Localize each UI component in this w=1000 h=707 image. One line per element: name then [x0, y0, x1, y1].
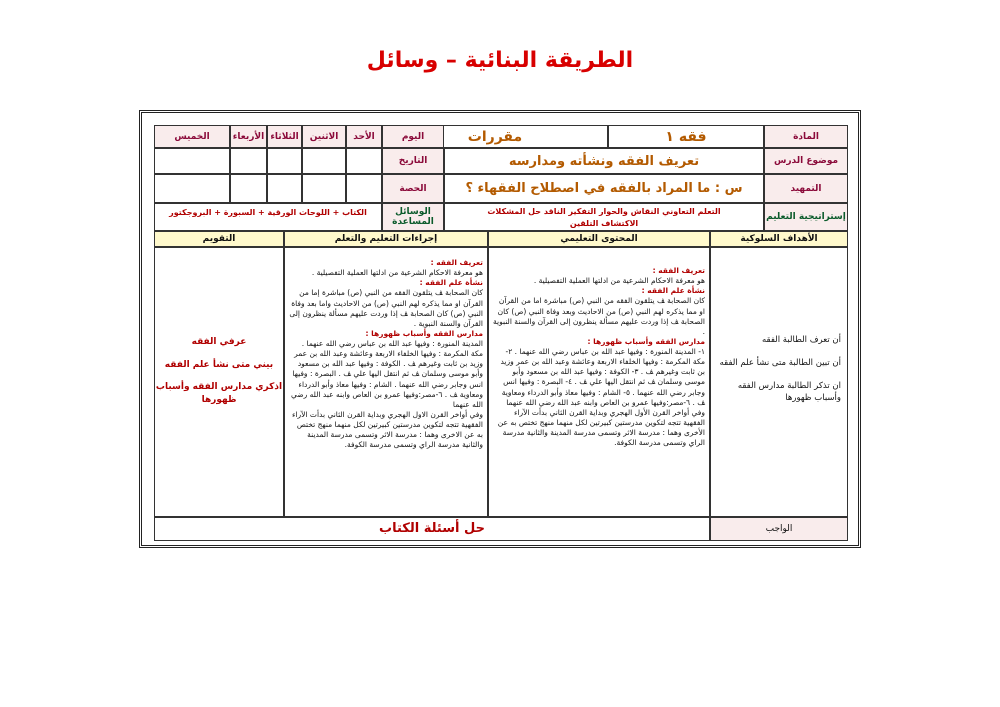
- intro-label: التمهيد: [764, 174, 848, 203]
- subject-value: فقه ١: [608, 125, 764, 148]
- day-cell: [230, 174, 267, 203]
- procedures-heading-2: نشأة علم الفقه :: [419, 278, 483, 288]
- evaluation-header: التقويم: [154, 231, 284, 247]
- subject-label: المادة: [764, 125, 848, 148]
- day-cell: [302, 174, 346, 203]
- courses-label: مقررات: [382, 125, 608, 148]
- content-heading-3: مدارس الفقه وأسباب ظهورها :: [587, 336, 705, 346]
- homework-label: الواجب: [710, 517, 848, 541]
- day-cell: [230, 148, 267, 174]
- day-cell: [302, 148, 346, 174]
- procedures-paragraph-3: المدينة المنورة : وفيها عبد الله بن عباس رضي الله عنهما . مكة المكرمة : وفيها الخلفاء الاربعة وعائشة وعبد الله بن عمر وزيد بن ثابت وغيرهم ﭫ . الكوفة : وفيها عبد الله بن مسعود وأبو موسى وسلمان ﭫ ثم انتقل اليها علي ﭫ . البصرة : وفيها انس وجابر رضي الله عنهما . الشام : وفيها معاذ وأبو الدرداء ومعاوية ﭫ . ٦-مصر:وفيها عمرو بن العاص وابنه عبد الله رضي الله عنهما: [291, 339, 483, 409]
- evaluation-item: بيني متى نشأ علم الفقه: [164, 359, 274, 370]
- period-label: الحصة: [382, 174, 444, 203]
- objectives-header: الأهداف السلوكية: [710, 231, 848, 247]
- intro-value: س : ما المراد بالفقه في اصطلاح الفقهاء ؟: [444, 174, 764, 203]
- strategies-value: [444, 203, 764, 231]
- content-header: المحتوى التعليمي: [488, 231, 710, 247]
- day-tuesday: الثلاثاء: [267, 125, 302, 148]
- procedures-paragraph-2: كان الصحابة ﭫ يتلقون الفقه من النبي (ص) مباشرة إما من القرآن او مما يذكره لهم النبي (ص) من الاحاديث واما بعد وفاة النبي (ص) كان الصحابة ﭫ إذا وردت عليهم مسألة ينظرون إلى القرآن والسنة النبوية .: [289, 288, 483, 328]
- day-wednesday: الأربعاء: [230, 125, 267, 148]
- objectives-body: [710, 247, 848, 517]
- content-heading-1: تعريف الفقه :: [652, 266, 705, 275]
- content-paragraph-2: كان الصحابة ﭫ يتلقون الفقه من النبي (ص) مباشرة اما من القرآن او مما يذكره لهم النبي (ص) من الاحاديث وبعد وفاة النبي (ص) كان الصحابة ﭫ إذا وردت عليهم مسألة ينظرون إلى القرآن والسنة النبوية .: [493, 296, 705, 336]
- content-body: [488, 247, 710, 517]
- page-title: الطريقة البنائية – وسائل: [366, 48, 634, 73]
- day-cell: [154, 148, 230, 174]
- objective-item: أن تعرف الطالبة الفقه: [761, 335, 841, 345]
- lesson-label: موضوع الدرس: [764, 148, 848, 174]
- content-paragraph-1: هو معرفة الاحكام الشرعية من ادلتها العملية التفصيلية .: [533, 276, 705, 286]
- evaluation-item: عرفي الفقه: [191, 337, 247, 347]
- aids-label: الوسائل المساعدة: [382, 203, 444, 231]
- procedures-paragraph-4: وفي أواخر القرن الاول الهجري وبداية القرن الثاني بدأت الآراء الفقهية تتجه لتكوين مدرستين كبيرتين لكل منهما منهج تختص به عن الاخرى وهما : مدرسة الاثر وتسمى مدرسة المدينة والثانية مدرسة الراي وتسمى مدرسة الكوفة.: [291, 409, 483, 450]
- homework-value: حل أسئلة الكتاب: [154, 517, 710, 541]
- content-heading-2: نشأة علم الفقه :: [641, 286, 705, 296]
- strategies-line-2: الاكتشاف التلقين: [569, 219, 639, 228]
- day-cell: [267, 148, 302, 174]
- lesson-value: تعريف الفقه ونشأته ومدارسه: [444, 148, 764, 174]
- evaluation-body: [154, 247, 284, 517]
- day-cell: [154, 174, 230, 203]
- procedures-header: إجراءات التعليم والتعلم: [284, 231, 488, 247]
- strategy-label: إستراتيجية التعليم: [764, 203, 848, 231]
- content-paragraph-3: ١- المدينة المنورة : وفيها عبد الله بن عباس رضي الله عنهما . ٢- مكة المكرمة : وفيها الخلفاء الاربعة وعائشة وعبد الله بن عمر وزيد بن ثابت وغيرهم ﭫ . ٣- الكوفة : وفيها عبد الله بن مسعود وأبو موسى وسلمان ﭫ ثم انتقل اليها علي ﭫ . ٤- البصرة : وفيها انس وجابر رضي الله عنهما . ٥- الشام : وفيها معاذ وأبو الدرداء ومعاوية ﭫ . ٦-مصر:وفيها عمرو بن العاص وابنه عبد الله رضي الله عنهما: [500, 347, 705, 407]
- objective-item: أن تبين الطالبة متى نشأ علم الفقه: [719, 357, 841, 368]
- procedures-heading-1: تعريف الفقه :: [430, 258, 483, 267]
- procedures-heading-3: مدارس الفقه وأسباب ظهورها :: [365, 328, 483, 338]
- procedures-paragraph-1: هو معرفة الاحكام الشرعية من ادلتها العملية التفصيلية .: [311, 268, 483, 278]
- content-paragraph-4: وفي أواخر القرن الأول الهجري وبداية القرن الثاني بدأت الآراء الفقهية تتجه لتكوين مدرستين كبيرتين لكل منهما منهج تختص به عن الأخرى وهما : مدرسة الاثر وتسمى مدرسة المدينة والثانية مدرسة الراي وتسمى مدرسة الكوفة.: [497, 407, 705, 448]
- day-cell: [346, 174, 382, 203]
- day-cell: [267, 174, 302, 203]
- objective-item: ان تذكر الطالبة مدارس الفقه وأسباب ظهورها: [737, 380, 841, 404]
- procedures-body: [284, 247, 488, 517]
- lesson-plan-frame: [139, 110, 861, 548]
- date-label: التاريخ: [382, 148, 444, 174]
- day-label: اليوم: [382, 125, 444, 148]
- day-cell: [346, 148, 382, 174]
- day-thursday: الخميس: [154, 125, 230, 148]
- evaluation-item: اذكري مدارس الفقه وأسباب ظهورها: [155, 382, 283, 405]
- aids-value: الكتاب + اللوحات الورقية + السبورة + البروجكتور: [154, 203, 382, 231]
- strategies-line-1: التعلم التعاوني النقاش والحوار التفكير الناقد حل المشكلات: [487, 207, 721, 216]
- day-monday: الاثنين: [302, 125, 346, 148]
- day-sunday: الأحد: [346, 125, 382, 148]
